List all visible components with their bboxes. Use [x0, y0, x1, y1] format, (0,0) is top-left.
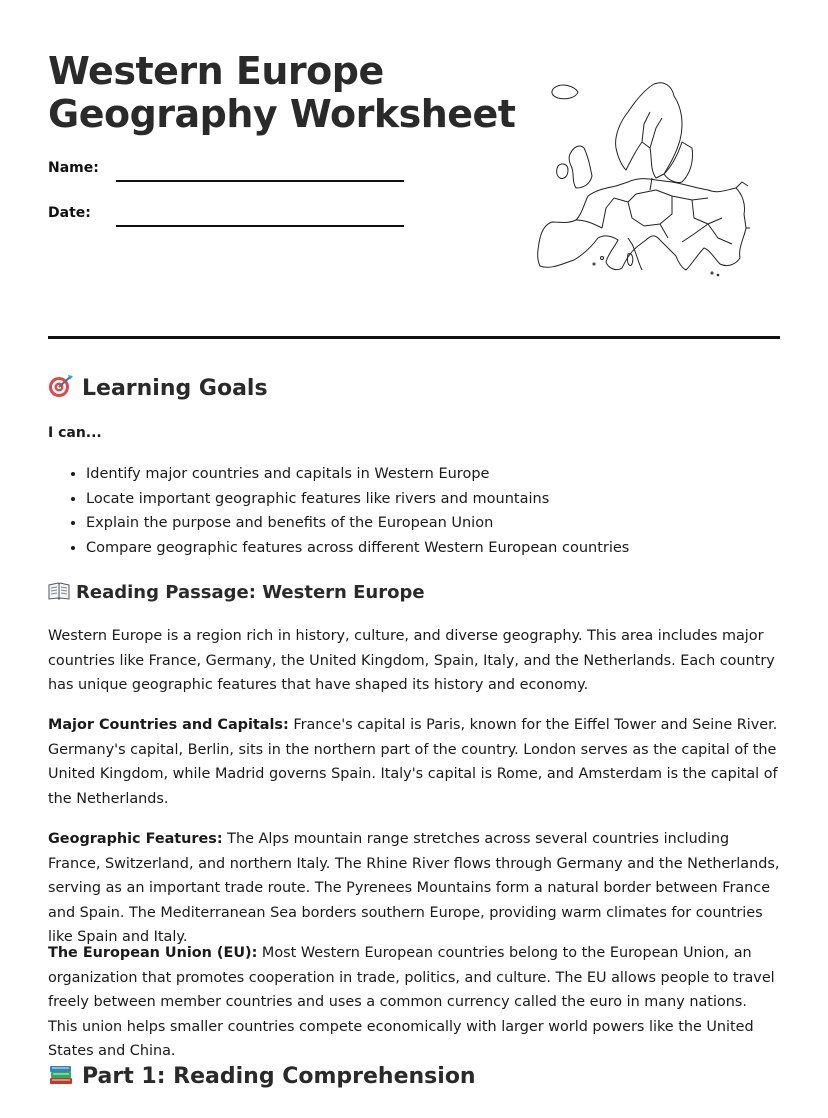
- learning-goals-intro: I can...: [48, 425, 102, 441]
- list-item: • Identify major countries and capitals in Western Europe: [86, 462, 629, 487]
- target-dart-icon: [48, 374, 74, 398]
- reading-intro-paragraph: Western Europe is a region rich in history, culture, and diverse geography. This area includes major countries like France, Germany, the United Kingdom, Spain, Italy, and the Netherlands. Each country has unique geographic features that have shaped its history and economy.: [48, 628, 775, 694]
- list-item: • Locate important geographic features like rivers and mountains: [86, 487, 629, 512]
- reading-passage-heading-text: Reading Passage: Western Europe: [76, 582, 425, 603]
- paragraph-label: The European Union (EU):: [48, 945, 258, 961]
- open-book-icon: [48, 582, 70, 600]
- part1-heading-text: Part 1: Reading Comprehension: [82, 1064, 476, 1089]
- paragraph-text: France's capital is Paris, known for the Eiffel Tower and Seine River. Germany's capital, Berlin, sits in the northern part of the country. London serves as the capital of the United Kingdom, while Madrid governs Spain. Italy's capital is Rome, and Amsterdam is the capital of the Netherlands.: [48, 717, 778, 807]
- learning-goals-list: [48, 462, 629, 560]
- europe-outline-map-icon: [532, 78, 752, 278]
- name-field-line[interactable]: [116, 180, 404, 182]
- learning-goals-heading-text: Learning Goals: [82, 376, 268, 401]
- list-item: • Compare geographic features across different Western European countries: [86, 536, 629, 561]
- list-item: • Explain the purpose and benefits of the European Union: [86, 511, 629, 536]
- paragraph-text: Most Western European countries belong to the European Union, an organization that promotes cooperation in trade, politics, and culture. The EU allows people to travel freely between member countries and uses a common currency called the euro in many nations. This union helps smaller countries compete economically with larger world powers like the United States and China.: [48, 945, 775, 1060]
- title-line-2: Geography Worksheet: [48, 92, 516, 136]
- learning-goals-heading: [48, 374, 268, 401]
- reading-paragraph-eu: [48, 941, 780, 1064]
- books-stack-icon: [48, 1062, 74, 1086]
- name-label: Name:: [48, 160, 99, 176]
- reading-paragraph-features: [48, 827, 780, 950]
- date-label: Date:: [48, 205, 91, 221]
- paragraph-label: Geographic Features:: [48, 831, 223, 847]
- title-line-1: Western Europe: [48, 49, 384, 93]
- paragraph-text: The Alps mountain range stretches across several countries including France, Switzerland, and northern Italy. The Rhine River flows through Germany and the Netherlands, serving as an important trade route. The Pyrenees Mountains form a natural border between France and Spain. The Mediterranean Sea borders southern Europe, providing warm climates for countries like Spain and Italy.: [48, 831, 780, 946]
- paragraph-label: Major Countries and Capitals:: [48, 717, 289, 733]
- part1-heading: [48, 1062, 476, 1089]
- section-divider: [48, 336, 780, 339]
- date-field-line[interactable]: [116, 225, 404, 227]
- worksheet-title: [48, 50, 515, 136]
- reading-passage-heading: [48, 582, 425, 603]
- reading-paragraph-capitals: [48, 713, 780, 811]
